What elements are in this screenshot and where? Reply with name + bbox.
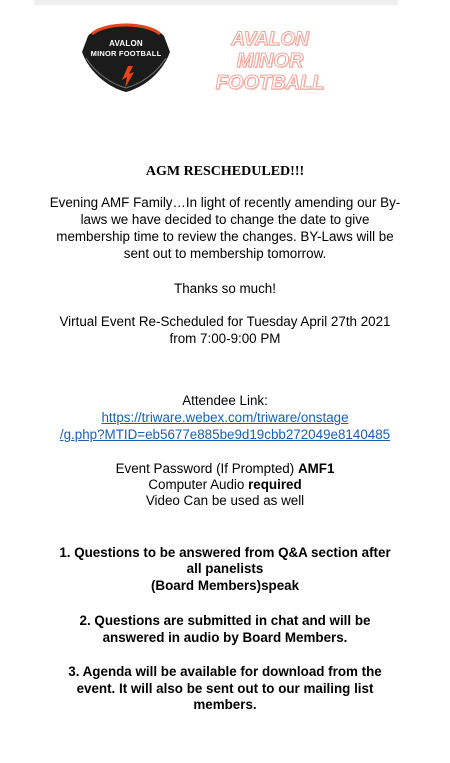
intro-line-3: membership time to review the changes. BY-Laws will be: [56, 229, 394, 244]
event-password-value: AMF1: [297, 461, 335, 476]
event-password-label: Event Password (If Prompted): [115, 461, 298, 476]
top-bar: [34, 0, 398, 5]
list-item-1-line-2: all panelists: [186, 561, 264, 576]
list-item-1-line-3: (Board Members)speak: [150, 578, 300, 593]
list-item-3-line-3: members.: [193, 697, 257, 712]
list-item-2-line-1: 2. Questions are submitted in chat and will be: [79, 613, 371, 628]
event-date-line-1: Virtual Event Re-Scheduled for Tuesday April 27th 2021: [59, 314, 391, 329]
attendee-link-cont[interactable]: [20, 427, 430, 444]
video-line: Video Can be used as well: [145, 493, 305, 508]
list-item-3-line-1: 3. Agenda will be available for download from the: [68, 664, 382, 679]
list-item-2-line-2: answered in audio by Board Members.: [102, 630, 348, 645]
intro-line-2: laws we have decided to change the date to give: [80, 212, 370, 227]
list-item-1-line-1: 1. Questions to be answered from Q&A section after: [59, 545, 391, 560]
attendee-link[interactable]: [20, 410, 430, 427]
computer-audio-value: required: [248, 477, 302, 492]
event-password-line: [20, 461, 430, 478]
event-date-line-2: from 7:00-9:00 PM: [169, 331, 281, 346]
list-item-3-line-2: event. It will also be sent out to our mailing list: [76, 681, 374, 696]
thanks-text: Thanks so much!: [174, 281, 276, 296]
avalon-minor-football-logo: [82, 22, 170, 92]
attendee-link-line-1[interactable]: https://triware.webex.com/triware/onstage: [101, 410, 349, 425]
wordmark-line2: MINOR FOOTBALL: [215, 50, 325, 94]
wordmark-logo: [180, 30, 360, 94]
page-title: AGM RESCHEDULED!!!: [145, 164, 305, 179]
attendee-link-line-2[interactable]: /g.php?MTID=eb5677e885be9d19cbb272049e8140485: [59, 427, 391, 442]
logo-text-line1: AVALON: [109, 39, 143, 48]
attendee-link-label: Attendee Link:: [182, 393, 268, 408]
intro-line-4: sent out to membership tomorrow.: [123, 246, 327, 261]
wordmark-line1: AVALON: [231, 29, 309, 50]
computer-audio-label: Computer Audio: [148, 477, 249, 492]
logo-text-line2: MINOR FOOTBALL: [90, 49, 162, 58]
intro-line-1: Evening AMF Family…In light of recently amending our By-: [49, 195, 401, 210]
computer-audio-line: [20, 477, 430, 494]
